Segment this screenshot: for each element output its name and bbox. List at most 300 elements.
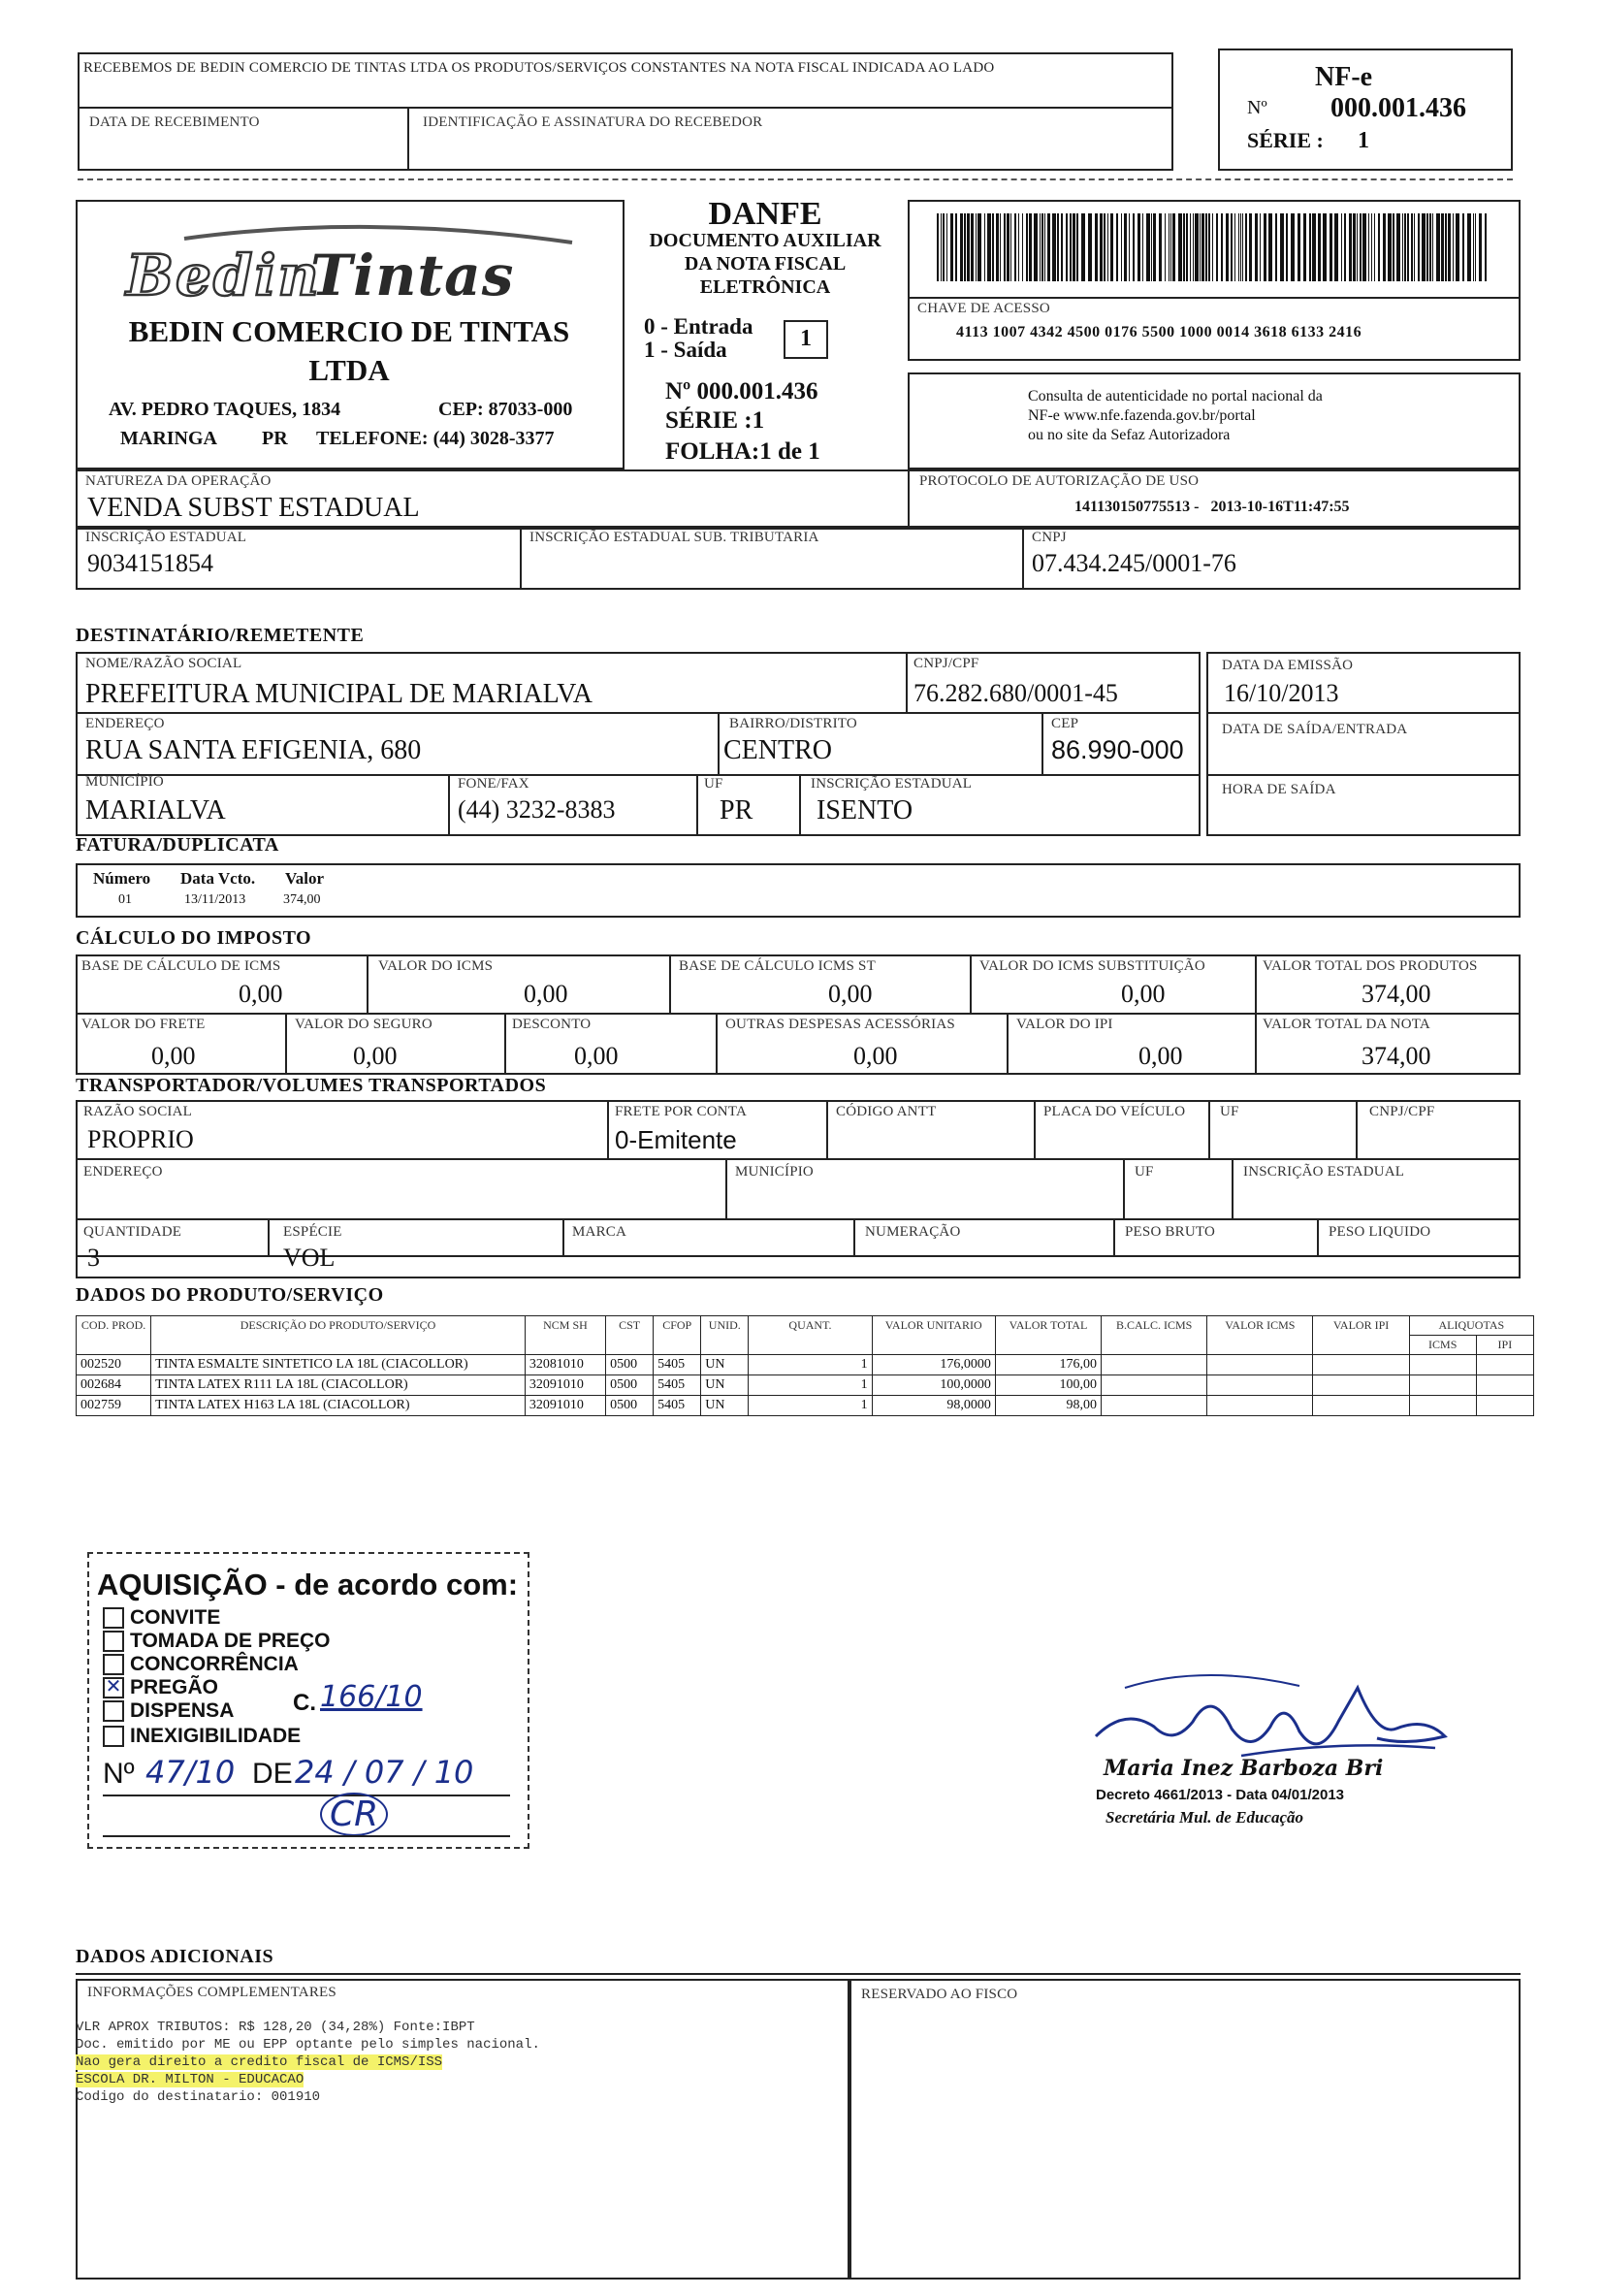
barcode-bar xyxy=(950,213,953,281)
emitter-cnpj: 07.434.245/0001-76 xyxy=(1032,549,1236,577)
barcode-bar xyxy=(960,213,963,281)
barcode-bar xyxy=(955,213,957,281)
table-cell-cst: 0500 xyxy=(606,1396,654,1416)
base-st: 0,00 xyxy=(828,980,873,1008)
barcode-bar xyxy=(1040,213,1041,281)
barcode-bar xyxy=(1200,213,1201,281)
ie-st-label: INSCRIÇÃO ESTADUAL SUB. TRIBUTARIA xyxy=(529,530,819,545)
table-cell-quant: 1 xyxy=(749,1355,872,1375)
barcode-bar xyxy=(1073,213,1075,281)
barcode-bar xyxy=(1110,213,1113,281)
transp-frete-label: FRETE POR CONTA xyxy=(615,1104,747,1119)
barcode-bar xyxy=(1245,213,1247,281)
barcode-bar xyxy=(1231,213,1233,281)
divider xyxy=(76,1013,1521,1015)
icms-subst-label: VALOR DO ICMS SUBSTITUIÇÃO xyxy=(979,958,1205,974)
ipi-label: VALOR DO IPI xyxy=(1016,1017,1113,1032)
divider xyxy=(1022,528,1024,590)
transp-razao-label: RAZÃO SOCIAL xyxy=(83,1104,192,1119)
table-cell-empty xyxy=(1313,1396,1409,1416)
table-cell-vunit: 100,0000 xyxy=(872,1375,995,1396)
consulta-line-3: ou no site da Sefaz Autorizadora xyxy=(1028,427,1231,443)
recipient-uf: PR xyxy=(720,795,753,825)
fatura-vcto: 13/11/2013 xyxy=(184,892,246,907)
frete: 0,00 xyxy=(151,1042,196,1070)
col-vtotal: VALOR TOTAL xyxy=(995,1316,1101,1355)
table-cell-empty xyxy=(1409,1355,1476,1375)
barcode-bar xyxy=(937,213,939,281)
table-cell-cod: 002520 xyxy=(77,1355,151,1375)
barcode-bar xyxy=(1448,213,1451,281)
stamp-option-inexigibilidade xyxy=(103,1725,301,1748)
transp-especie: VOL xyxy=(283,1244,336,1272)
table-cell-cod: 002684 xyxy=(77,1375,151,1396)
desconto-label: DESCONTO xyxy=(512,1017,592,1032)
barcode-bar xyxy=(1000,213,1001,281)
barcode-bar xyxy=(1334,213,1338,281)
barcode-bar xyxy=(1010,213,1011,281)
divider xyxy=(607,1100,609,1158)
stamp-de-value: 24 / 07 / 10 xyxy=(295,1754,474,1791)
barcode-bar xyxy=(1133,213,1135,281)
ie-value: 9034151854 xyxy=(87,549,213,577)
table-cell-empty xyxy=(1207,1396,1313,1416)
barcode-bar xyxy=(1193,213,1194,281)
ie-label: INSCRIÇÃO ESTADUAL xyxy=(85,530,247,545)
checkbox-checked-icon: ✕ xyxy=(103,1677,124,1698)
recipient-ie-label: INSCRIÇÃO ESTADUAL xyxy=(811,776,973,792)
table-cell-quant: 1 xyxy=(749,1375,872,1396)
nfe-serie-label: SÉRIE : xyxy=(1247,128,1324,152)
barcode-bar xyxy=(1238,213,1239,281)
divider xyxy=(407,107,409,171)
barcode-graphic xyxy=(937,213,1490,281)
divider xyxy=(1206,712,1521,714)
barcode-bar xyxy=(1153,213,1156,281)
table-row xyxy=(77,1355,1534,1375)
col-cod: COD. PROD. xyxy=(77,1316,151,1355)
recipient-address-label: ENDEREÇO xyxy=(85,716,165,731)
barcode-bar xyxy=(996,213,999,281)
barcode-bar xyxy=(1462,213,1464,281)
acquisition-stamp xyxy=(87,1552,529,1849)
info-label: INFORMAÇÕES COMPLEMENTARES xyxy=(87,1985,336,2000)
products-body xyxy=(77,1355,1534,1416)
barcode-bar xyxy=(1362,213,1366,281)
frete-label: VALOR DO FRETE xyxy=(81,1017,206,1032)
barcode-bar xyxy=(1368,213,1369,281)
table-cell-vunit: 176,0000 xyxy=(872,1355,995,1375)
checkbox-icon xyxy=(103,1700,124,1722)
valor-icms: 0,00 xyxy=(524,980,568,1008)
seguro-label: VALOR DO SEGURO xyxy=(295,1017,433,1032)
barcode-bar xyxy=(1298,213,1300,281)
recipient-cnpj: 76.282.680/0001-45 xyxy=(913,679,1118,707)
reservado-fisco-box xyxy=(849,1979,1521,2280)
nfe-title: NF-e xyxy=(1315,62,1373,92)
barcode-bar xyxy=(967,213,970,281)
col-desc: DESCRIÇÃO DO PRODUTO/SERVIÇO xyxy=(151,1316,526,1355)
barcode-bar xyxy=(1014,213,1016,281)
barcode-bar xyxy=(1360,213,1362,281)
barcode-bar xyxy=(1165,213,1166,281)
saida-label: DATA DE SAÍDA/ENTRADA xyxy=(1222,722,1408,737)
table-cell-vtotal: 176,00 xyxy=(995,1355,1101,1375)
stamp-option-label: PREGÃO xyxy=(130,1676,219,1698)
stamp-bottom-line xyxy=(103,1835,510,1837)
barcode-bar xyxy=(1034,213,1038,281)
barcode-bar xyxy=(1249,213,1252,281)
danfe-title: DANFE xyxy=(708,196,822,232)
barcode-bar xyxy=(1095,213,1098,281)
table-cell-vtotal: 100,00 xyxy=(995,1375,1101,1396)
recipient-ie: ISENTO xyxy=(817,795,913,825)
barcode-bar xyxy=(1344,213,1346,281)
barcode-bar xyxy=(1146,213,1150,281)
transp-qtd: 3 xyxy=(87,1244,100,1272)
protocolo-label: PROTOCOLO DE AUTORIZAÇÃO DE USO xyxy=(919,473,1200,489)
table-cell-empty xyxy=(1313,1375,1409,1396)
transp-uf-label: UF xyxy=(1220,1104,1239,1119)
barcode-bar xyxy=(1353,213,1356,281)
barcode-bar xyxy=(1303,213,1306,281)
divider xyxy=(76,1973,1521,1975)
transp-frete: 0-Emitente xyxy=(615,1125,737,1154)
col-bcalc: B.CALC. ICMS xyxy=(1102,1316,1207,1355)
divider xyxy=(78,107,1173,109)
barcode-bar xyxy=(1183,213,1185,281)
recipient-municipio: MARIALVA xyxy=(85,795,226,825)
company-city: MARINGA xyxy=(120,428,217,449)
barcode-bar xyxy=(1383,213,1386,281)
recipient-uf-label: UF xyxy=(704,776,723,792)
divider xyxy=(1232,1158,1234,1218)
col-aliq-icms: ICMS xyxy=(1409,1336,1476,1355)
table-cell-empty xyxy=(1409,1375,1476,1396)
barcode-bar xyxy=(1291,213,1295,281)
barcode-bar xyxy=(977,213,981,281)
barcode-bar xyxy=(1026,213,1028,281)
table-cell-cst: 0500 xyxy=(606,1355,654,1375)
checkbox-icon xyxy=(103,1631,124,1652)
table-row xyxy=(77,1396,1534,1416)
transp-qtd-label: QUANTIDADE xyxy=(83,1224,182,1240)
barcode-bar xyxy=(1022,213,1023,281)
barcode-bar xyxy=(1221,213,1223,281)
total-prod: 374,00 xyxy=(1362,980,1431,1008)
table-cell-cst: 0500 xyxy=(606,1375,654,1396)
barcode-bar xyxy=(1404,213,1406,281)
access-key: 4113 1007 4342 4500 0176 5500 1000 0014 3618 6133 2416 xyxy=(956,324,1362,340)
danfe-saida: 1 - Saída xyxy=(644,338,727,362)
barcode-bar xyxy=(1441,213,1444,281)
emissao-value: 16/10/2013 xyxy=(1224,679,1339,707)
col-unid: UNID. xyxy=(701,1316,749,1355)
nfe-no-label: Nº xyxy=(1247,97,1267,118)
divider xyxy=(906,652,908,712)
barcode-bar xyxy=(1170,213,1171,281)
signatory-role: Secretária Mul. de Educação xyxy=(1105,1808,1303,1827)
barcode-bar xyxy=(987,213,991,281)
barcode-bar xyxy=(1453,213,1454,281)
table-cell-vtotal: 98,00 xyxy=(995,1396,1101,1416)
divider xyxy=(970,954,972,1013)
hora-label: HORA DE SAÍDA xyxy=(1222,782,1336,797)
natureza-value: VENDA SUBST ESTADUAL xyxy=(87,493,420,523)
barcode-bar xyxy=(1142,213,1143,281)
transp-cnpj-label: CNPJ/CPF xyxy=(1369,1104,1435,1119)
barcode-bar xyxy=(1104,213,1105,281)
danfe-folha: FOLHA:1 de 1 xyxy=(665,438,820,465)
divider xyxy=(718,712,720,774)
table-cell-empty xyxy=(1102,1355,1207,1375)
barcode-bar xyxy=(1240,213,1241,281)
table-cell-vunit: 98,0000 xyxy=(872,1396,995,1416)
table-cell-empty xyxy=(1476,1396,1533,1416)
base-icms-label: BASE DE CÁLCULO DE ICMS xyxy=(81,958,281,974)
stamp-option-label: DISPENSA xyxy=(130,1699,235,1722)
icms-subst: 0,00 xyxy=(1121,980,1166,1008)
ipi: 0,00 xyxy=(1138,1042,1183,1070)
barcode-bar xyxy=(943,213,945,281)
barcode-bar xyxy=(946,213,947,281)
divider xyxy=(725,1158,727,1218)
barcode-bar xyxy=(1052,213,1056,281)
barcode-bar xyxy=(1402,213,1403,281)
barcode-bar xyxy=(1393,213,1394,281)
barcode-bar xyxy=(1151,213,1152,281)
barcode-bar xyxy=(1242,213,1243,281)
recipient-bairro: CENTRO xyxy=(723,735,832,765)
checkbox-icon xyxy=(103,1726,124,1747)
fisco-label: RESERVADO AO FISCO xyxy=(861,1987,1018,2002)
access-key-label: CHAVE DE ACESSO xyxy=(917,301,1050,316)
table-cell-cfop: 5405 xyxy=(654,1375,701,1396)
divider xyxy=(285,1013,287,1075)
divider xyxy=(76,1158,1521,1160)
barcode-bar xyxy=(1205,213,1207,281)
barcode-bar xyxy=(1007,213,1009,281)
transp-ie-label: INSCRIÇÃO ESTADUAL xyxy=(1243,1164,1405,1180)
barcode-bar xyxy=(1088,213,1092,281)
transp-razao: PROPRIO xyxy=(87,1125,194,1153)
danfe-numero: Nº 000.001.436 xyxy=(665,378,818,404)
table-cell-empty xyxy=(1207,1355,1313,1375)
col-aliq-ipi: IPI xyxy=(1476,1336,1533,1355)
stamp-option-concorrencia xyxy=(103,1653,299,1676)
checkbox-icon xyxy=(103,1607,124,1629)
stamp-c-label: C. xyxy=(293,1690,316,1716)
barcode-bar xyxy=(1186,213,1188,281)
divider xyxy=(1356,1100,1358,1158)
divider xyxy=(908,297,1521,299)
section-destinatario: DESTINATÁRIO/REMETENTE xyxy=(76,625,365,646)
fatura-numero-label: Número xyxy=(93,869,151,888)
barcode-bar xyxy=(1414,213,1415,281)
barcode-bar xyxy=(1473,213,1474,281)
barcode-bar xyxy=(992,213,994,281)
fatura-numero: 01 xyxy=(118,892,132,907)
table-cell-ncm: 32081010 xyxy=(525,1355,605,1375)
table-cell-desc: TINTA LATEX R111 LA 18L (CIACOLLOR) xyxy=(151,1375,526,1396)
barcode-bar xyxy=(1255,213,1258,281)
stamp-option-dispensa xyxy=(103,1699,234,1723)
info-line-1: VLR APROX TRIBUTOS: R$ 128,20 (34,28%) Fonte:IBPT xyxy=(76,2020,475,2035)
barcode-bar xyxy=(1190,213,1191,281)
stamp-option-label: INEXIGIBILIDADE xyxy=(130,1725,302,1747)
barcode-bar xyxy=(1121,213,1122,281)
table-cell-empty xyxy=(1207,1375,1313,1396)
products-header-row xyxy=(77,1316,1534,1336)
table-row xyxy=(77,1375,1534,1396)
recipient-address: RUA SANTA EFIGENIA, 680 xyxy=(85,735,422,765)
valor-icms-label: VALOR DO ICMS xyxy=(378,958,494,974)
stamp-de-label: DE xyxy=(252,1758,293,1790)
stamp-option-label: TOMADA DE PREÇO xyxy=(130,1630,331,1652)
table-cell-empty xyxy=(1476,1355,1533,1375)
transp-municipio-label: MUNICÍPIO xyxy=(735,1164,814,1180)
recipient-municipio-label: MUNICÍPIO xyxy=(85,774,164,790)
barcode-bar xyxy=(1275,213,1277,281)
info-line-4: ESCOLA DR. MILTON - EDUCACAO xyxy=(76,2072,304,2087)
section-transporte: TRANSPORTADOR/VOLUMES TRANSPORTADOS xyxy=(76,1075,547,1096)
signatory-decree: Decreto 4661/2013 - Data 04/01/2013 xyxy=(1096,1787,1345,1803)
logo-graphic xyxy=(116,219,601,307)
danfe-tipo: 1 xyxy=(800,326,812,351)
divider xyxy=(1255,954,1257,1075)
barcode-bar xyxy=(1216,213,1218,281)
table-cell-cod: 002759 xyxy=(77,1396,151,1416)
fatura-valor-label: Valor xyxy=(285,869,324,888)
divider xyxy=(1123,1158,1125,1218)
barcode-bar xyxy=(1396,213,1400,281)
svg-text:Tintas: Tintas xyxy=(310,243,515,307)
signatory-name: Maria Inez Barboza Bri xyxy=(1104,1756,1384,1781)
barcode-bar xyxy=(1479,213,1482,281)
section-fatura: FATURA/DUPLICATA xyxy=(76,834,279,856)
barcode-bar xyxy=(1378,213,1380,281)
barcode-bar xyxy=(1268,213,1272,281)
recipient-fone: (44) 3232-8383 xyxy=(458,795,616,824)
barcode-bar xyxy=(1411,213,1413,281)
divider xyxy=(504,1013,506,1075)
barcode-bar xyxy=(1129,213,1130,281)
emitter-cnpj-label: CNPJ xyxy=(1032,530,1067,545)
total-nota: 374,00 xyxy=(1362,1042,1431,1070)
stamp-option-tomada xyxy=(103,1630,331,1653)
stamp-n-label: Nº xyxy=(103,1758,135,1790)
table-cell-empty xyxy=(1102,1396,1207,1416)
transp-endereco-label: ENDEREÇO xyxy=(83,1164,163,1180)
barcode-bar xyxy=(1202,213,1204,281)
barcode-bar xyxy=(971,213,974,281)
company-cep: CEP: 87033-000 xyxy=(438,399,573,420)
barcode-bar xyxy=(1349,213,1352,281)
recipient-cnpj-label: CNPJ/CPF xyxy=(913,656,979,671)
recipient-bairro-label: BAIRRO/DISTRITO xyxy=(729,716,857,731)
barcode-bar xyxy=(1330,213,1332,281)
seguro: 0,00 xyxy=(353,1042,398,1070)
divider xyxy=(76,774,1201,776)
barcode-bar xyxy=(1018,213,1019,281)
table-cell-empty xyxy=(1476,1375,1533,1396)
barcode-bar xyxy=(1212,213,1213,281)
col-cfop: CFOP xyxy=(654,1316,701,1355)
barcode-bar xyxy=(1467,213,1471,281)
recipient-cep-label: CEP xyxy=(1051,716,1079,731)
info-line-3: Nao gera direito a credito fiscal de ICMS/ISS xyxy=(76,2054,443,2070)
barcode-bar xyxy=(1041,213,1043,281)
products-table xyxy=(76,1315,1534,1416)
barcode-bar xyxy=(1407,213,1409,281)
stamp-c-value: 166/10 xyxy=(320,1680,423,1714)
barcode-bar xyxy=(1422,213,1426,281)
base-st-label: BASE DE CÁLCULO ICMS ST xyxy=(679,958,876,974)
cut-line xyxy=(78,178,1513,180)
col-vunit: VALOR UNITARIO xyxy=(872,1316,995,1355)
barcode-bar xyxy=(1107,213,1108,281)
barcode-bar xyxy=(1159,213,1162,281)
table-cell-ncm: 32091010 xyxy=(525,1396,605,1416)
danfe-subtitle: DOCUMENTO AUXILIAR DA NOTA FISCAL ELETRÔNICA xyxy=(649,230,881,298)
company-logo xyxy=(116,219,601,307)
barcode-bar xyxy=(976,213,977,281)
barcode-bar xyxy=(1195,213,1199,281)
fatura-valor: 374,00 xyxy=(283,892,321,907)
divider xyxy=(367,954,368,1013)
receipt-sign-label: IDENTIFICAÇÃO E ASSINATURA DO RECEBEDOR xyxy=(423,114,763,130)
divider xyxy=(799,774,801,836)
recipient-fone-label: FONE/FAX xyxy=(458,776,529,792)
divider xyxy=(696,774,698,836)
barcode-bar xyxy=(964,213,966,281)
barcode-bar xyxy=(1357,213,1358,281)
col-vipi: VALOR IPI xyxy=(1313,1316,1409,1355)
barcode-bar xyxy=(1426,213,1428,281)
barcode-bar xyxy=(1137,213,1140,281)
barcode-bar xyxy=(1309,213,1311,281)
barcode-bar xyxy=(1475,213,1476,281)
section-adicionais: DADOS ADICIONAIS xyxy=(76,1946,274,1967)
transp-peso-liq-label: PESO LIQUIDO xyxy=(1329,1224,1431,1240)
stamp-title: AQUISIÇÃO - de acordo com: xyxy=(97,1568,519,1601)
barcode-bar xyxy=(1047,213,1050,281)
receipt-text: RECEBEMOS DE BEDIN COMERCIO DE TINTAS LTDA OS PRODUTOS/SERVIÇOS CONSTANTES NA NOTA FISCAL INDICADA AO LADO xyxy=(83,60,995,76)
stamp-underline xyxy=(103,1795,510,1796)
barcode-bar xyxy=(1323,213,1327,281)
barcode-bar xyxy=(1388,213,1392,281)
company-phone: TELEFONE: (44) 3028-3377 xyxy=(316,428,555,449)
barcode-bar xyxy=(1436,213,1440,281)
barcode-bar xyxy=(1226,213,1229,281)
transp-numeracao-label: NUMERAÇÃO xyxy=(865,1224,961,1240)
barcode-bar xyxy=(1061,213,1063,281)
danfe-entrada: 0 - Entrada xyxy=(644,314,753,339)
stamp-option-label: CONCORRÊNCIA xyxy=(130,1653,299,1675)
barcode-bar xyxy=(1172,213,1175,281)
table-cell-empty xyxy=(1313,1355,1409,1375)
barcode-bar xyxy=(1116,213,1118,281)
table-cell-cfop: 5405 xyxy=(654,1355,701,1375)
barcode-bar xyxy=(1429,213,1431,281)
col-cst: CST xyxy=(606,1316,654,1355)
protocolo-value: 141130150775513 - 2013-10-16T11:47:55 xyxy=(1074,499,1350,515)
barcode-bar xyxy=(1029,213,1032,281)
barcode-bar xyxy=(1286,213,1288,281)
barcode-bar xyxy=(1057,213,1059,281)
recipient-name: PREFEITURA MUNICIPAL DE MARIALVA xyxy=(85,679,593,709)
transp-peso-bruto-label: PESO BRUTO xyxy=(1125,1224,1215,1240)
